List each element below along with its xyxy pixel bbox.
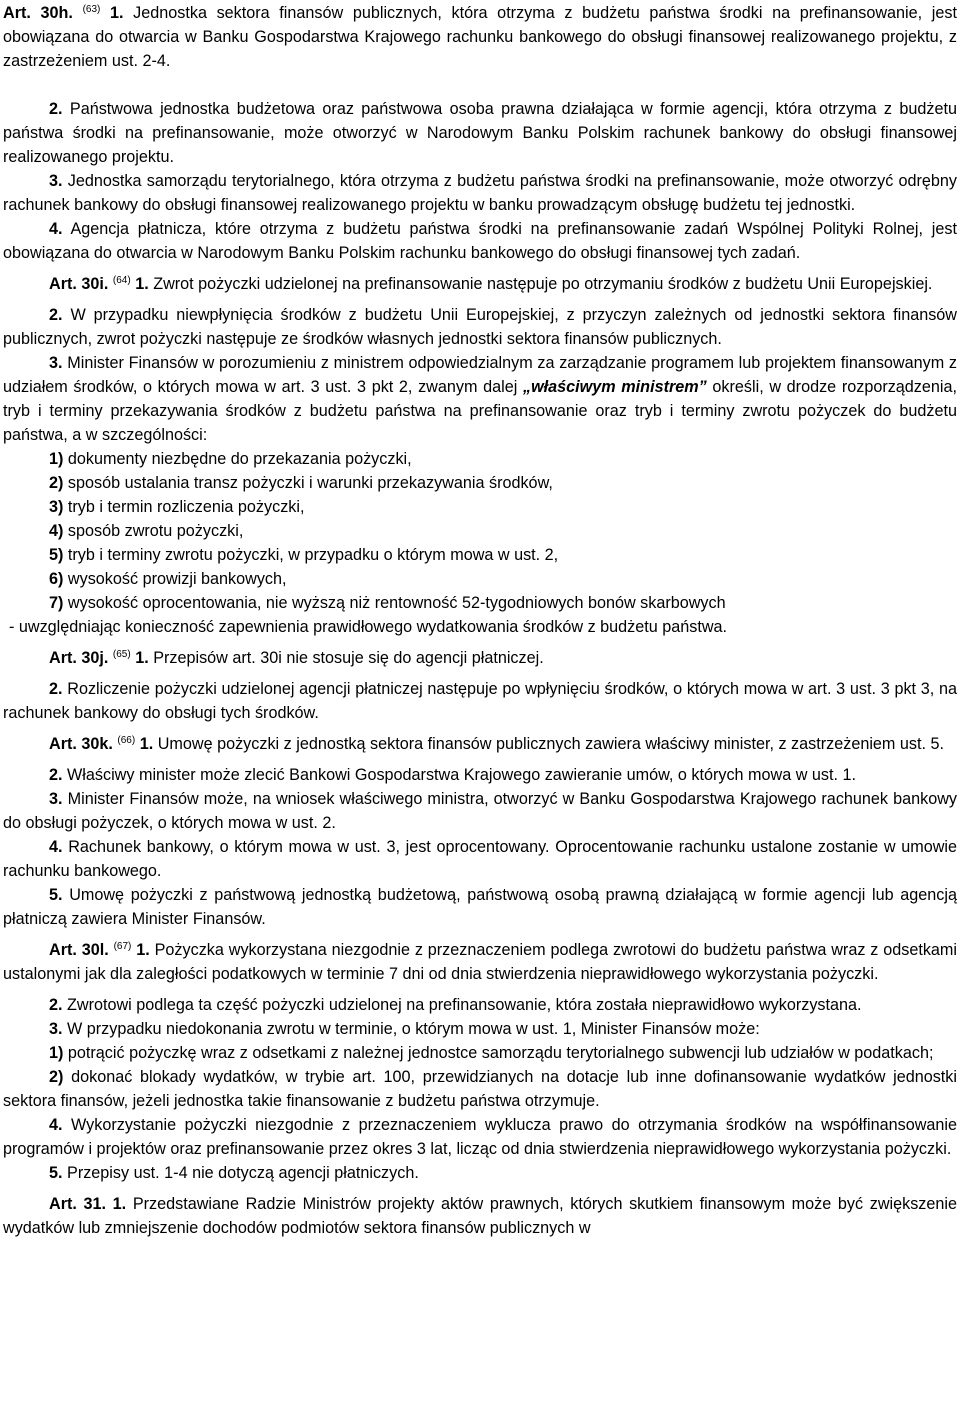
ust-number: 2. xyxy=(49,100,63,118)
footnote-ref: (66) xyxy=(117,735,136,746)
ust-number: 2. xyxy=(49,766,63,784)
list-item xyxy=(49,543,957,567)
list-item xyxy=(49,471,957,495)
item-number: 2) xyxy=(49,1068,64,1086)
art30h-ust2 xyxy=(3,97,957,169)
item-text: wysokość prowizji bankowych, xyxy=(67,570,287,588)
ust-text: Państwowa jednostka budżetowa oraz państwowa osoba prawna działająca w formie agencji, która otrzyma z budżetu państwa środki na prefinansowanie, może otworzyć w Narodowym Banku Polskim rachunek bankowy do obsługi finansowej realizowanego projektu. xyxy=(3,100,957,166)
article-label: Art. 30l. xyxy=(49,941,109,959)
art30j-ust1 xyxy=(3,646,957,670)
list-item xyxy=(49,519,957,543)
art30k-ust4 xyxy=(3,835,957,883)
item-text: wysokość oprocentowania, nie wyższą niż rentowność 52-tygodniowych bonów skarbowych xyxy=(67,594,726,612)
list-item xyxy=(49,567,957,591)
art30k-ust5 xyxy=(3,883,957,931)
item-number: 6) xyxy=(49,570,64,588)
item-number: 1) xyxy=(49,450,64,468)
art30h-ust3 xyxy=(3,169,957,217)
item-text: potrącić pożyczkę wraz z odsetkami z należnej jednostce samorządu terytorialnego subwencji lub udziałów w podatkach; xyxy=(67,1044,934,1062)
art30k-ust1 xyxy=(3,732,957,756)
art30l-ust4 xyxy=(3,1113,957,1161)
art30l-ust2 xyxy=(3,993,957,1017)
item-text: tryb i termin rozliczenia pożyczki, xyxy=(67,498,305,516)
ust-text: Minister Finansów w porozumieniu z ministrem odpowiedzialnym za zarządzanie programem lub projektem finansowanym z udziałem środków, o których mowa w art. 3 ust. 3 pkt 2, zwanym dalej xyxy=(3,354,957,396)
ust-text: Umowę pożyczki z państwową jednostką budżetową, państwową osobą prawną działającą w formie agencji lub agencją płatniczą zawiera Minister Finansów. xyxy=(3,886,958,928)
item-text: sposób ustalania transz pożyczki i warunki przekazywania środków, xyxy=(67,474,553,492)
art30l-ust3 xyxy=(3,1017,957,1041)
ust-text: określi, w drodze rozporządzenia, tryb i terminy przekazywania środków z budżetu państwa na prefinansowanie oraz tryb i terminy zwrotu pożyczek do budżetu państwa, a w szczególności: xyxy=(3,378,958,444)
ust-number: 4. xyxy=(49,1116,63,1134)
footnote-ref: (64) xyxy=(112,275,131,286)
ust-text: Agencja płatnicza, które otrzyma z budżetu państwa środki na prefinansowanie zadań Wspólnej Polityki Rolnej, jest obowiązana do otwarcia w Narodowym Banku Polskim rachunku bankowego do obsługi finansowej tych zadań. xyxy=(3,220,958,262)
footnote-ref: (63) xyxy=(82,4,101,15)
ust-number: 3. xyxy=(49,790,63,808)
ust-text: Umowę pożyczki z jednostką sektora finansów publicznych zawiera właściwy minister, z zastrzeżeniem ust. 5. xyxy=(157,735,944,753)
ust-number: 1. xyxy=(136,941,150,959)
art30j-ust2 xyxy=(3,677,957,725)
item-number: 5) xyxy=(49,546,64,564)
ust-text: Wykorzystanie pożyczki niezgodnie z przeznaczeniem wyklucza prawo do otrzymania środków na współfinansowanie programów i projektów oraz prefinansowanie przez okres 3 lat, licząc od dnia stwierdzenia nieprawidłowego wykorzystania pożyczki. xyxy=(3,1116,957,1158)
ust-text: Przedstawiane Radzie Ministrów projekty aktów prawnych, których skutkiem finansowym może być zwiększenie wydatków lub zmniejszenie dochodów podmiotów sektora finansów publicznych w xyxy=(3,1195,957,1237)
ust-text: Pożyczka wykorzystana niezgodnie z przeznaczeniem podlega zwrotowi do budżetu państwa wraz z odsetkami ustalonymi jak dla zaległości podatkowych w terminie 7 dni od dnia stwierdzenia nieprawidłowego wykorzystania pożyczki. xyxy=(3,941,957,983)
ust-text: Rachunek bankowy, o którym mowa w ust. 3, jest oprocentowany. Oprocentowanie rachunku ustalone zostanie w umowie rachunku bankowego. xyxy=(3,838,957,880)
art31-ust1 xyxy=(3,1192,957,1240)
ust-number: 5. xyxy=(49,886,63,904)
ust-number: 1. xyxy=(135,649,149,667)
footnote-ref: (65) xyxy=(112,649,131,660)
ust-text: Przepisy ust. 1-4 nie dotyczą agencji płatniczych. xyxy=(67,1164,419,1182)
ust-text: Minister Finansów może, na wniosek właściwego ministra, otworzyć w Banku Gospodarstwa Krajowego rachunek bankowy do obsługi pożyczek, o których mowa w ust. 2. xyxy=(3,790,957,832)
ust-number: 4. xyxy=(49,220,63,238)
item-text: tryb i terminy zwrotu pożyczki, w przypadku o którym mowa w ust. 2, xyxy=(67,546,559,564)
ust-number: 5. xyxy=(49,1164,63,1182)
item-text: sposób zwrotu pożyczki, xyxy=(67,522,244,540)
ust-text: Rozliczenie pożyczki udzielonej agencji płatniczej następuje po wpłynięciu środków, o których mowa w art. 3 ust. 3 pkt 3, na rachunek bankowy do obsługi tych środków. xyxy=(3,680,958,722)
ust-text: Zwrotowi podlega ta część pożyczki udzielonej na prefinansowanie, która została nieprawidłowo wykorzystana. xyxy=(67,996,862,1014)
ust-number: 1. xyxy=(112,1195,127,1213)
art30k-ust3 xyxy=(3,787,957,835)
ust-number: 2. xyxy=(49,306,63,324)
art30l-ust5 xyxy=(3,1161,957,1185)
ust-number: 4. xyxy=(49,838,63,856)
item-text: dokonać blokady wydatków, w trybie art. 100, przewidzianych na dotacje lub inne dofinansowanie wydatków jednostki sektora finansów, jeżeli jednostka takie finansowanie z budżetu państwa otrzymuje. xyxy=(3,1068,957,1110)
list-item xyxy=(49,495,957,519)
article-label: Art. 30h. xyxy=(3,4,73,22)
list-item xyxy=(49,591,957,615)
article-label: Art. 30j. xyxy=(49,649,109,667)
ust-text: Przepisów art. 30i nie stosuje się do agencji płatniczej. xyxy=(153,649,544,667)
defined-term: „właściwym ministrem” xyxy=(522,378,707,396)
art30l-pkt1 xyxy=(3,1041,957,1065)
ust-number: 1. xyxy=(139,735,154,753)
item-number: 1) xyxy=(49,1044,64,1062)
list-tail: - uwzględniając konieczność zapewnienia prawidłowego wydatkowania środków z budżetu państwa. xyxy=(9,618,728,636)
ust-text: Właściwy minister może zlecić Bankowi Gospodarstwa Krajowego zawieranie umów, o których mowa w ust. 1. xyxy=(67,766,856,784)
ust-number: 2. xyxy=(49,996,63,1014)
ust-number: 3. xyxy=(49,172,63,190)
article-label: Art. 30i. xyxy=(49,275,109,293)
art30i-ust2 xyxy=(3,303,957,351)
art30l-pkt2 xyxy=(3,1065,957,1113)
ust-text: Jednostka samorządu terytorialnego, która otrzyma z budżetu państwa środki na prefinansowanie, może otworzyć odrębny rachunek bankowy do obsługi finansowej realizowanego projektu w banku prowadzącym obsługę budżetu tej jednostki. xyxy=(3,172,957,214)
item-number: 4) xyxy=(49,522,64,540)
ust-number: 3. xyxy=(49,1020,63,1038)
item-text: dokumenty niezbędne do przekazania pożyczki, xyxy=(67,450,412,468)
ust-number: 1. xyxy=(135,275,149,293)
art30h-ust4 xyxy=(3,217,957,265)
art30h-ust1 xyxy=(3,1,957,73)
ust-text: Zwrot pożyczki udzielonej na prefinansowanie następuje po otrzymaniu środków z budżetu Unii Europejskiej. xyxy=(153,275,933,293)
art30i-ust3 xyxy=(3,351,957,447)
art30k-ust2 xyxy=(3,763,957,787)
ust-text: W przypadku niewpłynięcia środków z budżetu Unii Europejskiej, z przyczyn zależnych od jednostki sektora finansów publicznych, zwrot pożyczki następuje ze środków własnych jednostki sektora finansów publicznych. xyxy=(3,306,957,348)
item-number: 7) xyxy=(49,594,64,612)
item-number: 3) xyxy=(49,498,64,516)
ust-text: W przypadku niedokonania zwrotu w terminie, o którym mowa w ust. 1, Minister Finansów może: xyxy=(67,1020,760,1038)
art30i-ust1 xyxy=(3,272,957,296)
ust-number: 1. xyxy=(110,4,124,22)
list-item xyxy=(49,447,957,471)
ust-number: 2. xyxy=(49,680,63,698)
article-label: Art. 30k. xyxy=(49,735,113,753)
footnote-ref: (67) xyxy=(113,941,132,952)
ust-text: Jednostka sektora finansów publicznych, która otrzyma z budżetu państwa środki na prefinansowanie, jest obowiązana do otwarcia w Banku Gospodarstwa Krajowego rachunku bankowego do obsługi finansowej realizowanego projektu, z zastrzeżeniem ust. 2-4. xyxy=(3,4,957,70)
art30l-ust1 xyxy=(3,938,957,986)
item-number: 2) xyxy=(49,474,64,492)
ust-number: 3. xyxy=(49,354,63,372)
article-label: Art. 31. xyxy=(49,1195,107,1213)
